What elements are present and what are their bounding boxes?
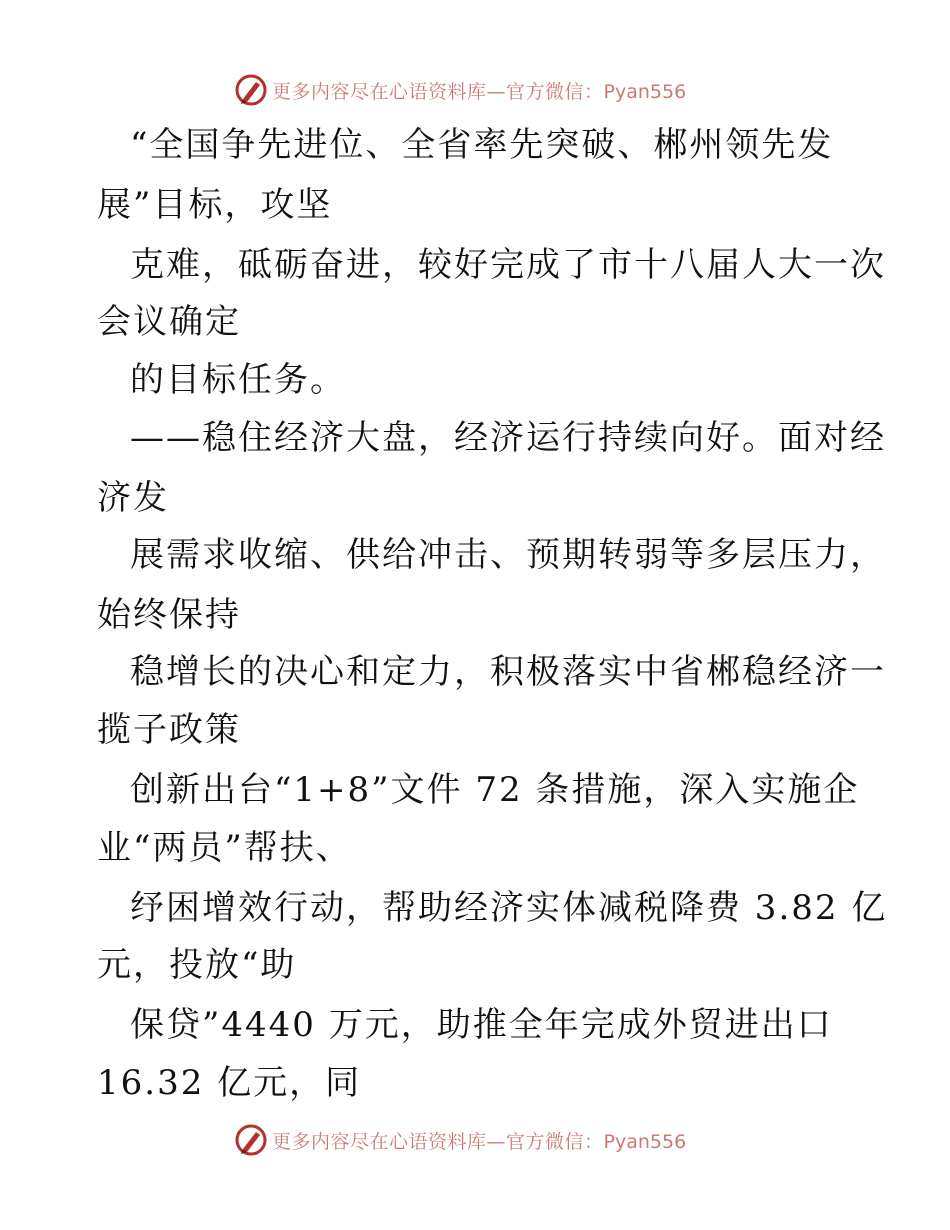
wechat-handle: Pyan556 (603, 1130, 687, 1153)
banner-text: 更多内容尽在心语资料库—官方微信：Pyan556 (272, 1130, 687, 1153)
text-line: 克难，砥砺奋进，较好完成了市十八届人大一次 (130, 245, 886, 285)
text-line: 纾困增效行动，帮助经济实体减税降费 3.82 亿 (130, 888, 888, 928)
text-line: 展”目标，攻坚 (97, 185, 333, 225)
text-line: 16.32 亿元，同 (97, 1063, 362, 1103)
text-line: 业“两员”帮扶、 (97, 828, 352, 868)
text-line: ——稳住经济大盘，经济运行持续向好。面对经 (130, 418, 886, 458)
footer-banner (234, 1120, 686, 1160)
banner-text: 更多内容尽在心语资料库—官方微信：Pyan556 (272, 80, 687, 103)
text-line: 稳增长的决心和定力，积极落实中省郴稳经济一 (130, 652, 886, 692)
pen-in-circle-icon (234, 1123, 268, 1157)
text-line: 元，投放“助 (97, 945, 297, 985)
text-line: 创新出台“1+8”文件 72 条措施，深入实施企 (130, 770, 860, 810)
wechat-handle: Pyan556 (603, 80, 687, 103)
text-line: 济发 (97, 478, 169, 518)
text-line: “全国争先进位、全省率先突破、郴州领先发 (130, 125, 834, 165)
text-line: 揽子政策 (97, 710, 241, 750)
text-line: 保贷”4440 万元，助推全年完成外贸进出口 (130, 1005, 833, 1045)
text-line: 展需求收缩、供给冲击、预期转弱等多层压力， (130, 535, 886, 575)
text-line: 的目标任务。 (130, 360, 346, 400)
text-line: 会议确定 (97, 302, 241, 342)
text-line: 始终保持 (97, 595, 241, 635)
